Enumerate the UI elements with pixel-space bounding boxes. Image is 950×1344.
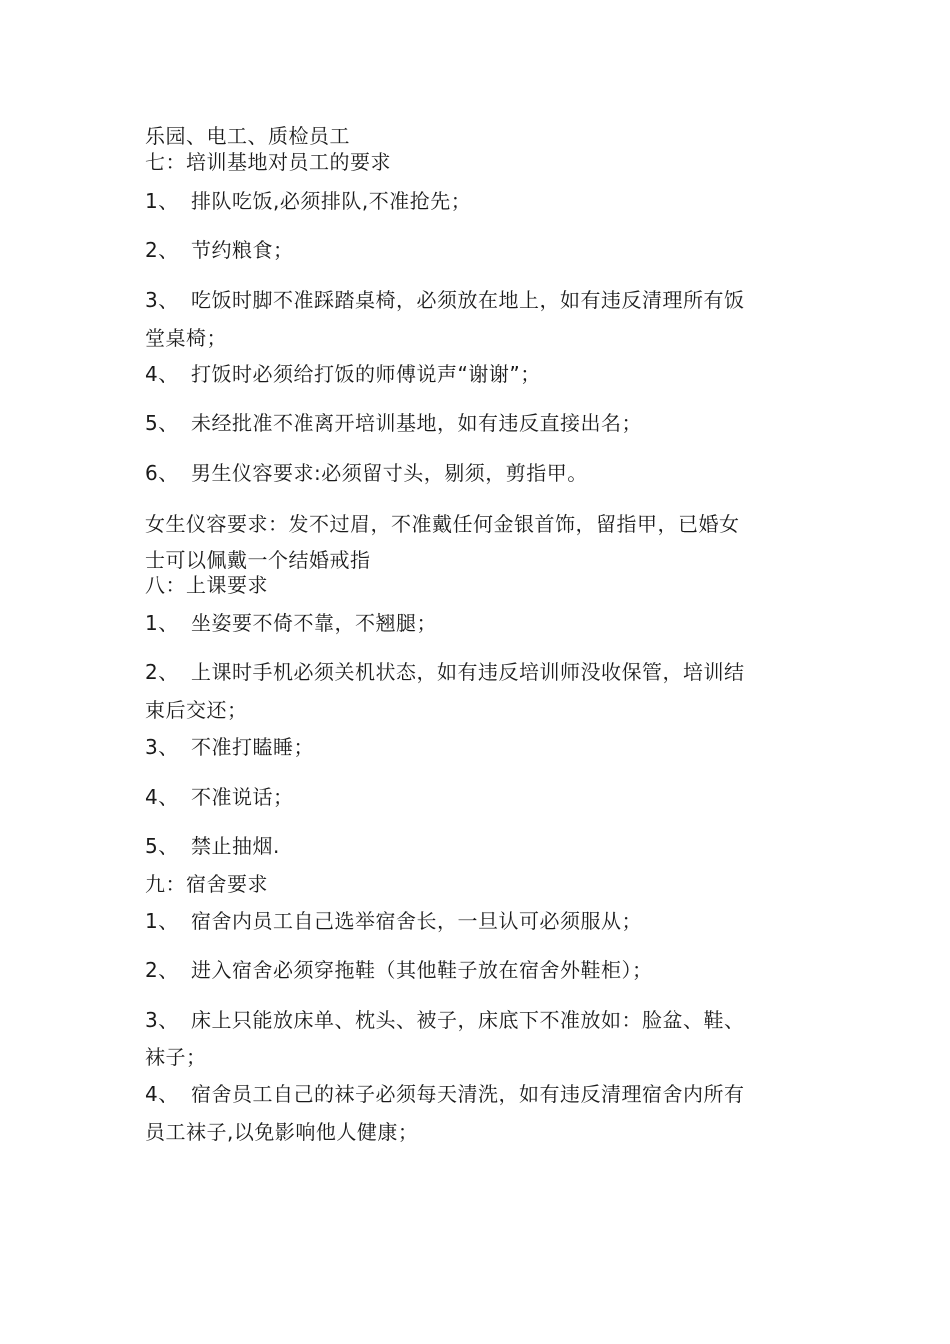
item-text: 打饭时必须给打饭的师傅说声“谢谢”； [191, 362, 541, 386]
item-number: 3、 [145, 288, 179, 312]
item-number: 3、 [145, 735, 179, 759]
section-8-title: 八：上课要求 [145, 573, 268, 597]
item-text: 禁止抽烟. [191, 834, 280, 858]
list-item [145, 958, 653, 982]
section-7-title: 七：培训基地对员工的要求 [145, 150, 391, 174]
note-line: 士可以佩戴一个结婚戒指 [145, 548, 371, 572]
item-number: 1、 [145, 189, 179, 213]
item-number: 2、 [145, 958, 179, 982]
item-text: 宿舍内员工自己选举宿舍长，一旦认可必须服从； [191, 909, 642, 933]
item-text: 未经批准不准离开培训基地，如有违反直接出名； [191, 411, 642, 435]
note-line: 女生仪容要求：发不过眉，不准戴任何金银首饰，留指甲，已婚女 [145, 512, 740, 536]
item-text: 吃饭时脚不准踩踏桌椅，必须放在地上，如有违反清理所有饭 [191, 288, 745, 312]
list-item [145, 834, 280, 858]
item-text: 节约粮食； [191, 238, 294, 262]
list-item [145, 735, 314, 759]
list-item [145, 461, 588, 485]
item-text: 上课时手机必须关机状态，如有违反培训师没收保管，培训结 [191, 660, 745, 684]
item-number: 4、 [145, 1082, 179, 1106]
intro-line: 乐园、电工、质检员工 [145, 124, 350, 148]
item-continuation: 束后交还； [145, 698, 248, 722]
list-item [145, 785, 294, 809]
item-text: 排队吃饭,必须排队,不准抢先； [191, 189, 472, 213]
list-item [145, 1008, 745, 1032]
list-item [145, 288, 745, 312]
list-item [145, 1082, 745, 1106]
item-text: 进入宿舍必须穿拖鞋（其他鞋子放在宿舍外鞋柜）； [191, 958, 653, 982]
item-number: 5、 [145, 411, 179, 435]
item-text: 不准打瞌睡； [191, 735, 314, 759]
item-number: 2、 [145, 660, 179, 684]
list-item [145, 909, 642, 933]
item-text: 宿舍员工自己的袜子必须每天清洗，如有违反清理宿舍内所有 [191, 1082, 745, 1106]
list-item [145, 238, 294, 262]
list-item [145, 660, 745, 684]
item-number: 2、 [145, 238, 179, 262]
item-continuation: 员工袜子,以免影响他人健康； [145, 1120, 419, 1144]
item-continuation: 堂桌椅； [145, 326, 227, 350]
item-number: 6、 [145, 461, 179, 485]
item-text: 男生仪容要求:必须留寸头，剔须，剪指甲。 [191, 461, 588, 485]
list-item [145, 189, 471, 213]
item-number: 4、 [145, 785, 179, 809]
list-item [145, 411, 642, 435]
item-number: 4、 [145, 362, 179, 386]
item-text: 坐姿要不倚不靠，不翘腿； [191, 611, 437, 635]
list-item [145, 611, 437, 635]
item-number: 5、 [145, 834, 179, 858]
item-continuation: 袜子； [145, 1045, 207, 1069]
item-number: 3、 [145, 1008, 179, 1032]
item-text: 不准说话； [191, 785, 294, 809]
item-number: 1、 [145, 611, 179, 635]
list-item [145, 362, 541, 386]
item-text: 床上只能放床单、枕头、被子，床底下不准放如：脸盆、鞋、 [191, 1008, 745, 1032]
section-9-title: 九：宿舍要求 [145, 872, 268, 896]
item-number: 1、 [145, 909, 179, 933]
